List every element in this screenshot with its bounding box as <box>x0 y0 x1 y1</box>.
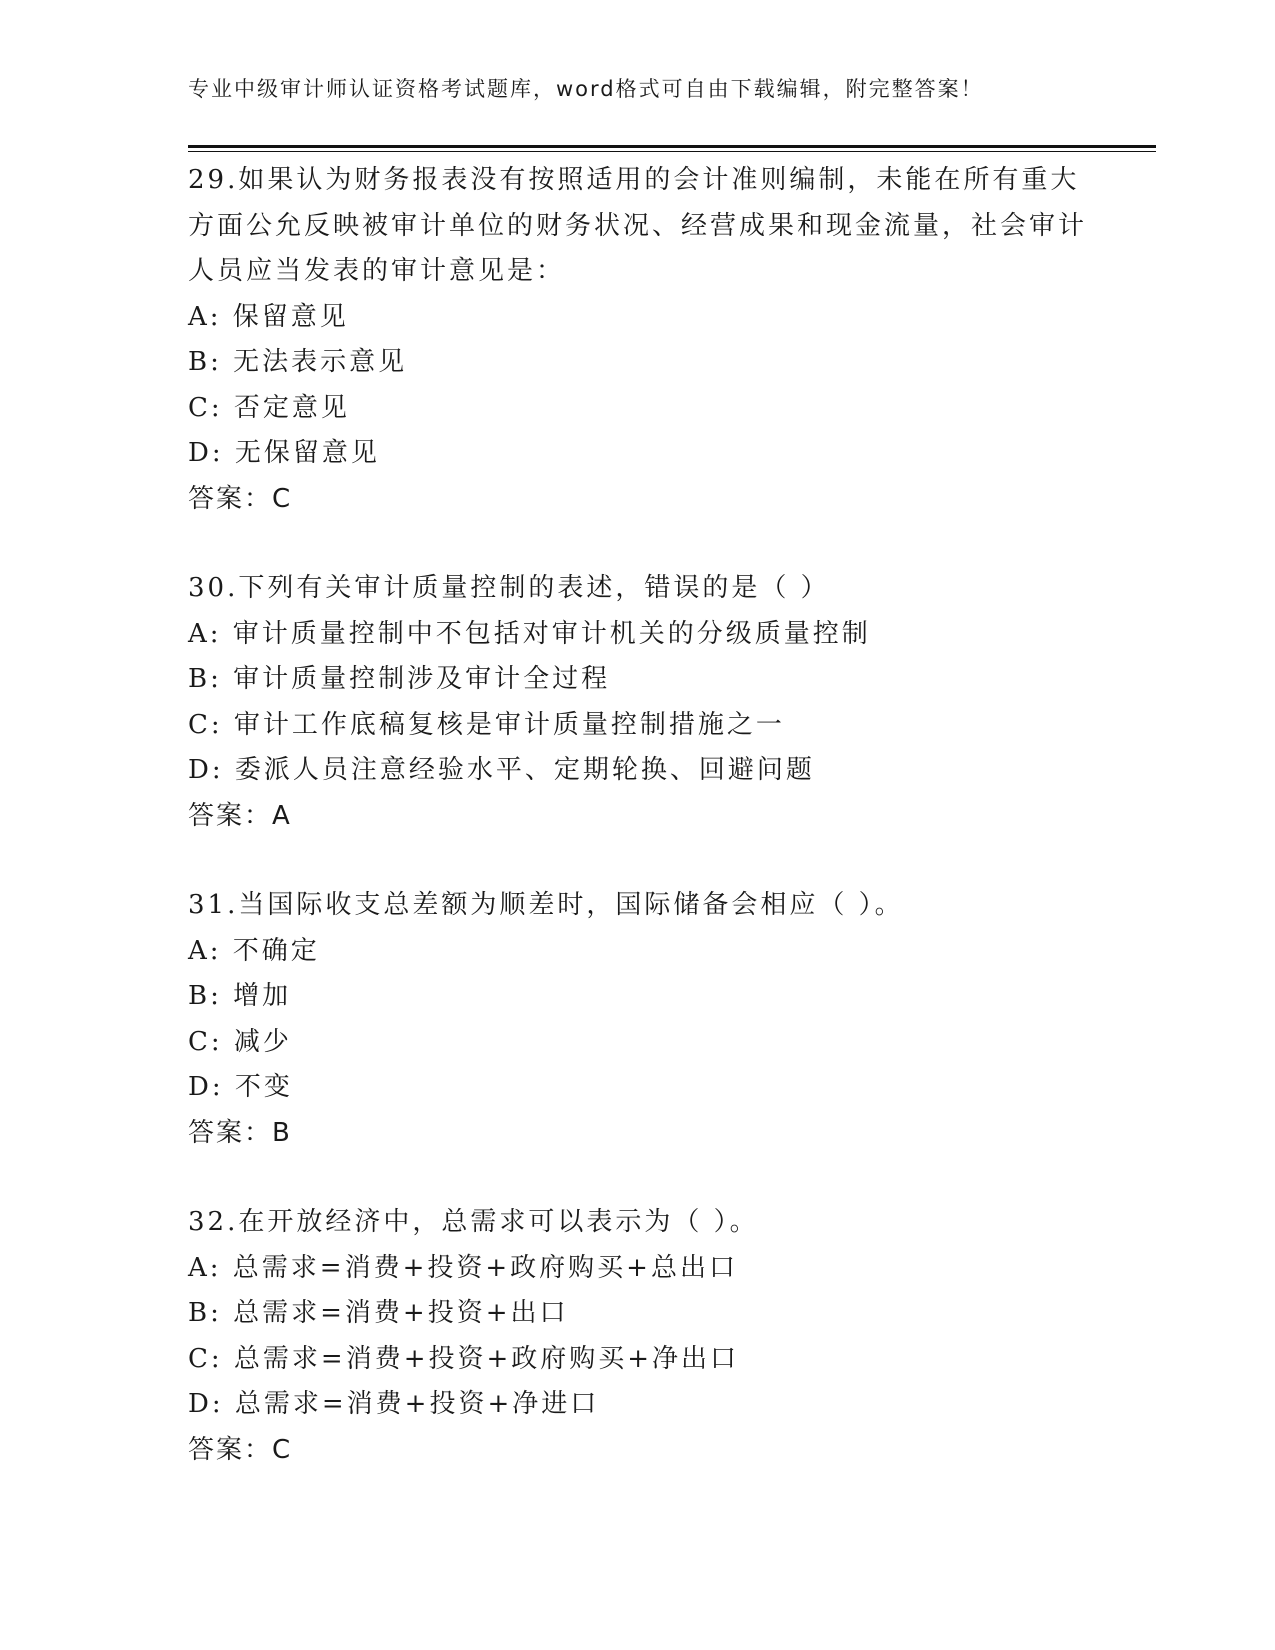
answer-label: 答案： <box>188 1434 273 1465</box>
question-stem: 31.当国际收支总差额为顺差时，国际储备会相应（ ）。 <box>188 890 904 920</box>
option-d: D: 委派人员注意经验水平、定期轮换、回避问题 <box>188 755 815 785</box>
option-a: A: 审计质量控制中不包括对审计机关的分级质量控制 <box>188 618 871 649</box>
option-c: C: 减少 <box>188 1026 292 1057</box>
question-stem: 30.下列有关审计质量控制的表述，错误的是（ ） <box>188 573 830 603</box>
option-c: C: 审计工作底稿复核是审计质量控制措施之一 <box>188 709 785 740</box>
answer-line <box>188 477 1088 523</box>
answer-value: C <box>272 1434 293 1465</box>
answer-line <box>188 1428 1088 1474</box>
question-stem: 29.如果认为财务报表没有按照适用的会计准则编制，未能在所有重大方面公允反映被审计单位的财务状况、经营成果和现金流量，社会审计人员应当发表的审计意见是： <box>188 165 1088 286</box>
answer-label: 答案： <box>188 1117 273 1148</box>
option-d: D: 不变 <box>188 1072 293 1102</box>
option-b: B: 增加 <box>188 981 292 1011</box>
option-d: D: 无保留意见 <box>188 438 380 468</box>
option-a: A: 不确定 <box>188 935 320 966</box>
option-c: C: 否定意见 <box>188 392 350 423</box>
answer-label: 答案： <box>188 483 273 514</box>
option-a: A: 保留意见 <box>188 301 349 332</box>
answer-line <box>188 794 1088 840</box>
question-stem: 32.在开放经济中，总需求可以表示为（ ）。 <box>188 1207 759 1237</box>
document-header: 专业中级审计师认证资格考试题库，word格式可自由下载编辑，附完整答案！ <box>188 77 984 101</box>
option-c: C: 总需求=消费+投资+政府购买+净出口 <box>188 1343 740 1374</box>
question-30 <box>188 566 1088 839</box>
question-29 <box>188 158 1088 522</box>
option-a: A: 总需求=消费+投资+政府购买+总出口 <box>188 1252 738 1283</box>
option-d: D: 总需求=消费+投资+净进口 <box>188 1389 600 1419</box>
option-b: B: 审计质量控制涉及审计全过程 <box>188 664 611 694</box>
answer-value: A <box>272 800 292 831</box>
option-b: B: 无法表示意见 <box>188 347 408 377</box>
question-list <box>188 158 1088 1517</box>
answer-value: B <box>272 1117 292 1148</box>
answer-value: C <box>272 483 293 514</box>
header-rule-thin <box>188 151 1156 152</box>
header-rule-thick <box>188 145 1156 148</box>
answer-label: 答案： <box>188 800 273 831</box>
answer-line <box>188 1111 1088 1157</box>
option-b: B: 总需求=消费+投资+出口 <box>188 1298 569 1328</box>
question-31 <box>188 883 1088 1156</box>
question-32 <box>188 1200 1088 1473</box>
